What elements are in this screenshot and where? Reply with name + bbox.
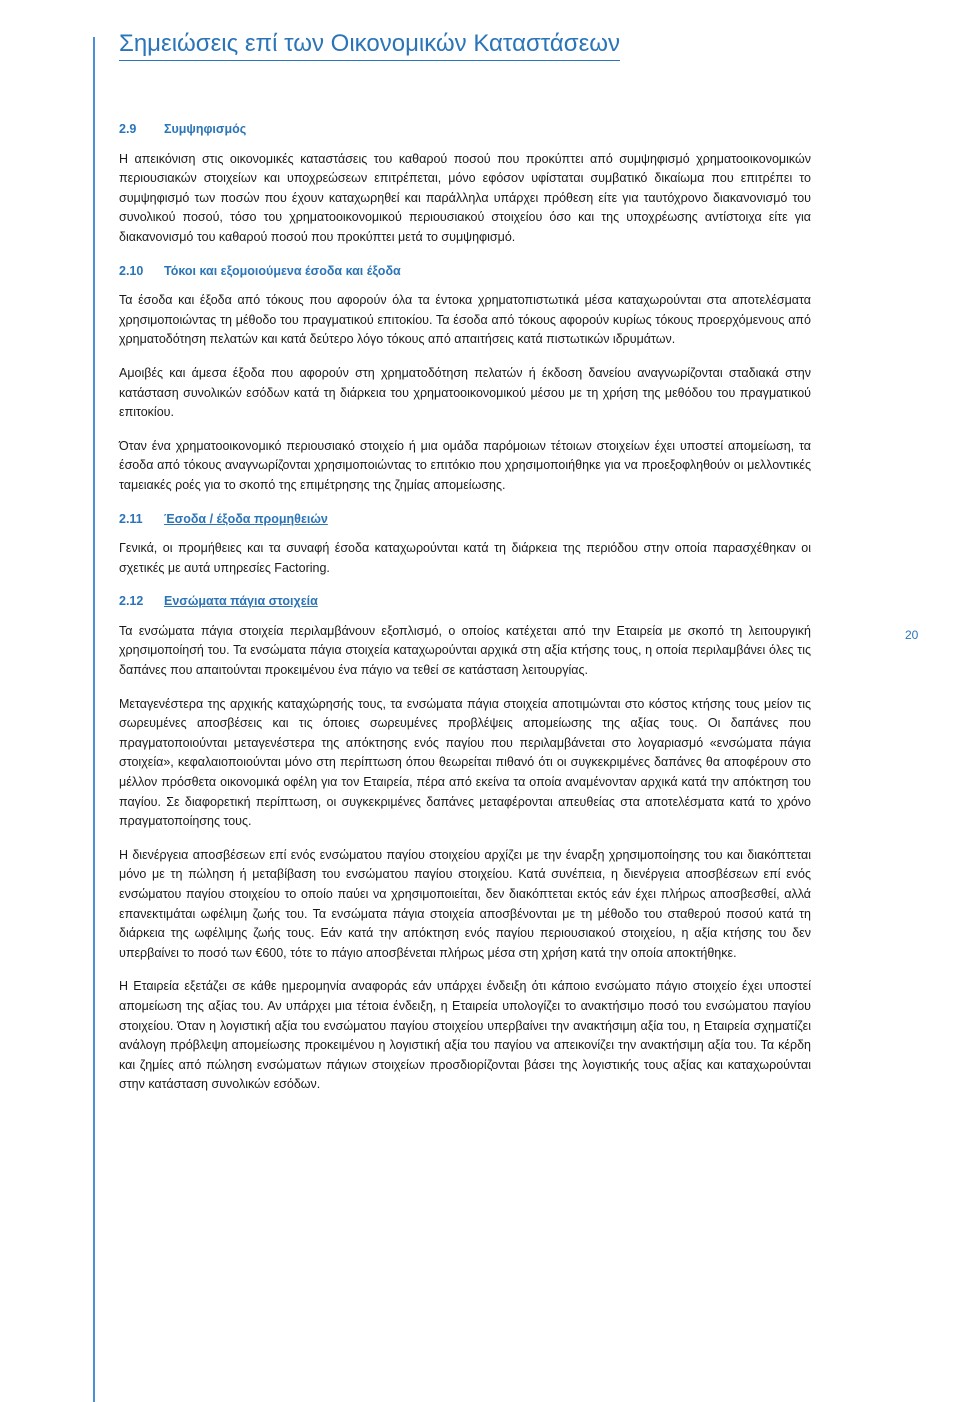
section-heading — [119, 120, 811, 140]
section-heading — [119, 262, 811, 282]
section-heading — [119, 592, 811, 612]
section-title: Ενσώματα πάγια στοιχεία — [164, 594, 318, 609]
page-number: 20 — [905, 628, 919, 642]
section-heading — [119, 510, 811, 530]
section-title: Έσοδα / έξοδα προμηθειών — [164, 511, 328, 526]
section-number: 2.9 — [119, 122, 137, 136]
section-2-11 — [119, 510, 811, 579]
paragraph: Η Εταιρεία εξετάζει σε κάθε ημερομηνία αναφοράς εάν υπάρχει ένδειξη ότι κάποιο ενσώματο πάγιο στοιχείο έχει υποστεί απομείωση της αξίας του. Αν υπάρχει μια τέτοια ένδειξη, η Εταιρεία υπολογίζει το ανακτήσιμο ποσό του ενσώματου παγίου στοιχείου. Όταν η λογιστική αξία του ενσώματου παγίου στοιχείου υπερβαίνει την ανακτήσιμη αξία του, η Εταιρεία σχηματίζει ανάλογη πρόβλεψη απομείωσης προκειμένου η λογιστική αξία του παγίου να απεικονίζει την ανακτήσιμη αξία του. Τα κέρδη και ζημίες από πώληση ενσώματων πάγιων στοιχείων προσδιορίζονται βάσει της λογιστικής τους αξίας και καταχωρούνται στην κατάσταση συνολικών εσόδων. — [119, 979, 811, 1092]
page-title: Σημειώσεις επί των Οικονομικών Καταστάσεων — [119, 30, 620, 61]
section-title: Συμψηφισμός — [164, 122, 247, 136]
paragraph: Μεταγενέστερα της αρχικής καταχώρησής τους, τα ενσώματα πάγια στοιχεία αποτιμώνται στο κόστος κτήσης τους μείον τις σωρευμένες αποσβέσεις και τις όποιες σωρευμένες προβλέψεις απομείωσης της αξίας τους. Οι δαπάνες που πραγματοποιούνται μεταγενέστερα της απόκτησης ενός παγίου που περιλαμβάνεται στο λογαριασμό «ενσώματα πάγια στοιχεία», κεφαλαιοποιούνται μόνο στη περίπτωση όπου θεωρείται πιθανό ότι οι συγκεκριμένες δαπάνες θα αποφέρουν στο μέλλον πρόσθετα οικονομικά οφέλη για τον Εταιρεία, πέρα από εκείνα τα οποία αναμένονταν αρχικά κατά την απόκτηση του παγίου. Σε διαφορετική περίπτωση, οι συγκεκριμένες δαπάνες μεταφέρονται απευθείας στα αποτελέσματα κατά το χρόνο πραγματοποίησης τους. — [119, 696, 811, 829]
paragraph: Η απεικόνιση στις οικονομικές καταστάσεις του καθαρού ποσού που προκύπτει από συμψηφισμό χρηματοοικονομικών περιουσιακών στοιχείων και υποχρεώσεων επιτρέπεται, μόνο εφόσον υφίσταται συμβατικό δικαίωμα που επιτρέπει το συμψηφισμό των ποσών που έχουν καταχωρηθεί και παράλληλα υπάρχει πρόθεση είτε για ταυτόχρονο διακανονισμό του συνολικού ποσού, τόσο του χρηματοοικονομικού περιουσιακού στοιχείου όσο και της υποχρέωσης αντίστοιχα είτε για διακανονισμό του καθαρού ποσού που προκύπτει μετά το συμψηφισμό. — [119, 151, 811, 244]
section-2-9 — [119, 120, 811, 248]
document-body — [119, 120, 811, 1109]
paragraph: Αμοιβές και άμεσα έξοδα που αφορούν στη χρηματοδότηση πελατών ή έκδοση δανείου αναγνωρίζονται σταδιακά στην κατάσταση συνολικών εσόδων κατά τη διάρκεια του χρηματοοικονομικού μέσου με τη χρήση της μεθόδου του πραγματικού επιτοκίου. — [119, 365, 811, 420]
section-number: 2.10 — [119, 263, 144, 278]
section-number: 2.11 — [119, 511, 143, 526]
paragraph: Η διενέργεια αποσβέσεων επί ενός ενσώματου παγίου στοιχείου αρχίζει με την έναρξη χρησιμοποίησης του και διακόπτεται μόνο με τη πώληση ή μεταβίβαση του ενσώματου παγίου στοιχείου. Κατά συνέπεια, η διενέργεια αποσβέσεων επί ενός ενσώματου παγίου στοιχείου το οποίο παύει να χρησιμοποιείται, δεν διακόπτεται εκτός εάν έχει πλήρως αποσβεσθεί, αλλά επανεκτιμάται ωφέλιμη ζωής του. Τα ενσώματα πάγια στοιχεία αποσβένονται με τη μέθοδο του σταθερού ποσού κατά τη διάρκεια της ωφέλιμης ζωής τους. Εάν κατά την απόκτηση ενός παγίου περιουσιακού στοιχείου, η αξία κτήσης του δεν υπερβαίνει το ποσό των €600, τότε το πάγιο αποσβένεται πλήρως μέσα στη χρήση κατά την οποία αποκτήθηκε. — [119, 847, 811, 960]
paragraph: Όταν ένα χρηματοοικονομικό περιουσιακό στοιχείο ή μια ομάδα παρόμοιων τέτοιων στοιχείων έχει υποστεί απομείωση, τα έσοδα από τόκους αναγνωρίζονται χρησιμοποιώντας το επιτόκιο που χρησιμοποιήθηκε για να προεξοφληθούν οι μελλοντικές ταμειακές ροές για το σκοπό της επιμέτρησης της ζημίας απομείωσης. — [119, 438, 811, 492]
paragraph: Γενικά, οι προμήθειες και τα συναφή έσοδα καταχωρούνται κατά τη διάρκεια της περιόδου στην οποία παρασχέθηκαν οι σχετικές με αυτά υπηρεσίες Factoring. — [119, 541, 811, 575]
page-left-rule — [93, 37, 95, 1402]
paragraph: Τα έσοδα και έξοδα από τόκους που αφορούν όλα τα έντοκα χρηματοπιστωτικά μέσα καταχωρούνται στα αποτελέσματα χρησιμοποιώντας τη μέθοδο του πραγματικού επιτοκίου. Τα έσοδα από τόκους αφορούν κυρίως τόκους προερχόμενους από χρηματοδότηση πελατών και κατά δεύτερο λόγο τόκους από απαιτήσεις κατά πιστωτικών ιδρυμάτων. — [119, 293, 811, 347]
section-title: Τόκοι και εξομοιούμενα έσοδα και έξοδα — [164, 263, 401, 278]
paragraph: Τα ενσώματα πάγια στοιχεία περιλαμβάνουν εξοπλισμό, ο οποίος κατέχεται από την Εταιρεία με σκοπό τη λειτουργική χρησιμοποίησή του. Τα ενσώματα πάγια στοιχεία καταχωρούνται αρχικά στη αξία κτήσης τους, η οποία περιλαμβάνει όλες τις δαπάνες που απαιτούνται προκειμένου ένα πάγιο να τεθεί σε κατάσταση λειτουργίας. — [119, 623, 811, 678]
section-2-10 — [119, 262, 811, 496]
section-number: 2.12 — [119, 594, 144, 609]
section-2-12 — [119, 592, 811, 1095]
